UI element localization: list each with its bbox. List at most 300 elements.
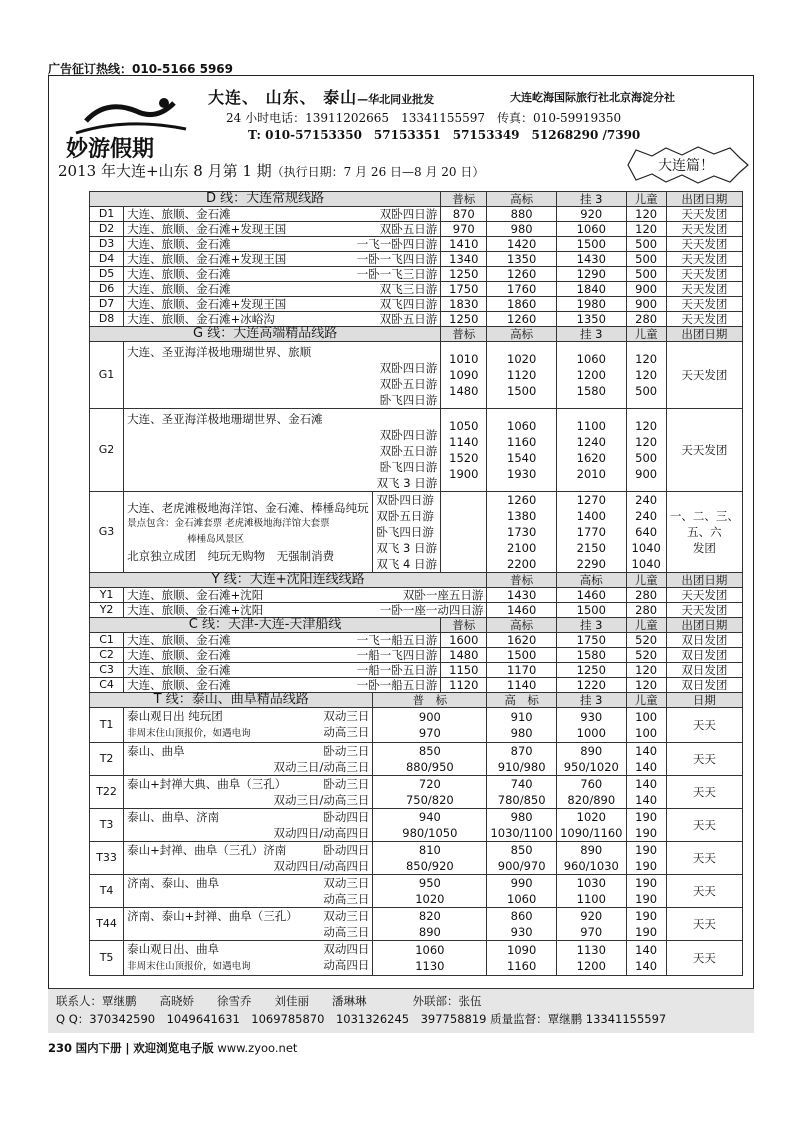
line-code: D3 (98, 237, 115, 250)
trip-type: 双飞 3 日游 (376, 541, 437, 555)
table-cell (487, 207, 557, 222)
price-g3: 960/1030 (563, 859, 619, 873)
table-cell (666, 409, 742, 492)
price-p: 1380 (507, 509, 537, 523)
price-c: 190 (635, 810, 658, 824)
table-row (90, 678, 743, 693)
table-cell (90, 648, 124, 663)
route-name: 大连、旅顺、金石滩+发现王国 (127, 297, 287, 311)
table-row (90, 708, 743, 743)
note: 非周末住山顶报价，如遇电询 (127, 961, 251, 972)
depart-date: 双日发团 (681, 678, 728, 692)
table-row (90, 282, 743, 297)
table-cell (90, 282, 124, 297)
price-g: 980 (510, 810, 533, 824)
price-c: 280 (635, 588, 658, 602)
price-g: 910/980 (497, 760, 546, 774)
route-name: 泰山观日出 纯玩团 (127, 709, 223, 723)
table-cell (556, 603, 626, 618)
issue-title-text: 2013 年大连+山东 8 月第 1 期 (58, 162, 272, 180)
depart-date: 天天发团 (681, 252, 728, 266)
table-cell (487, 588, 557, 603)
table-cell (556, 618, 626, 633)
price-c: 900 (635, 297, 658, 311)
price-c: 100 (635, 726, 658, 740)
trip-type: 一船一飞四日游 (356, 648, 438, 662)
ad-hotline: 广告征订热线：010-5166 5969 (48, 62, 234, 76)
table-cell (487, 842, 557, 875)
price-g3: 1100 (576, 419, 606, 433)
table-cell (124, 342, 441, 409)
phone-line: 24 小时电话：13911202665 13341155597 传真：010-59919350 (226, 111, 622, 125)
depart-date: 天天 (692, 851, 716, 865)
price-g3: 950/1020 (563, 760, 619, 774)
price-g: 1620 (507, 633, 537, 647)
table-cell (487, 809, 557, 842)
table-cell (487, 222, 557, 237)
table-cell (666, 743, 742, 776)
table-cell (373, 941, 487, 976)
price-c: 1040 (631, 557, 661, 571)
price-g3: 1030 (576, 876, 606, 890)
table-cell (487, 708, 557, 743)
table-cell (556, 282, 626, 297)
table-cell (124, 776, 373, 809)
price-p: 1010 (449, 352, 479, 366)
table-cell (124, 207, 441, 222)
table-cell (666, 842, 742, 875)
price-p: 980/1050 (402, 826, 458, 840)
table-cell (556, 875, 626, 908)
table-cell (487, 409, 557, 492)
col-header (556, 192, 626, 207)
depart-date: 天天发团 (681, 443, 728, 457)
table-cell (124, 603, 487, 618)
price-p: 940 (418, 810, 441, 824)
table-cell (626, 573, 666, 588)
price-g3: 1250 (576, 663, 606, 677)
table-cell (556, 252, 626, 267)
price-g: 1260 (507, 312, 537, 326)
price-g3: 1980 (576, 297, 606, 311)
logo-text: 妙游假期 (66, 137, 155, 162)
trip-type: 双卧五日游 (379, 222, 438, 236)
trip-type: 一卧一座一动四日游 (379, 603, 484, 617)
line-code: D4 (98, 252, 115, 265)
table-cell (626, 648, 666, 663)
badge-text: 大连篇！ (658, 158, 714, 174)
price-g3: 970 (580, 925, 603, 939)
route-name: 济南、泰山+封禅、曲阜（三孔） (127, 909, 298, 923)
table-cell (124, 743, 373, 776)
trip-type: 一船一卧五日游 (356, 663, 438, 677)
table-cell (90, 312, 124, 327)
price-g: 1400 (576, 509, 606, 523)
price-g3: 1580 (576, 648, 606, 662)
trip-type: 双飞四日游 (379, 297, 438, 311)
route-name: 大连、旅顺、金石滩+发现王国 (127, 222, 287, 236)
table-cell (666, 633, 742, 648)
table-cell (556, 708, 626, 743)
table-cell (373, 492, 441, 573)
line-code: T3 (99, 818, 114, 831)
trip-type: 双卧四日游 (376, 493, 434, 507)
table-cell (487, 875, 557, 908)
price-c: 280 (635, 603, 658, 617)
table-cell (626, 409, 666, 492)
table-cell (626, 842, 666, 875)
depart-date: 天天发团 (681, 237, 728, 251)
col-header-child: 儿童 (634, 618, 658, 632)
route-name: 大连、圣亚海洋极地珊瑚世界、旅顺 (127, 345, 312, 359)
table-cell (487, 312, 557, 327)
trip-type: 动高三日 (323, 892, 370, 906)
page-footer (48, 1040, 297, 1056)
depart-date: 天天发团 (681, 603, 728, 617)
section-c-header (90, 618, 441, 633)
table-row (90, 312, 743, 327)
price-g: 1500 (507, 384, 537, 398)
price-p: 880/950 (405, 760, 454, 774)
col-header-depart: 出团日期 (681, 573, 728, 587)
table-cell (626, 492, 666, 573)
table-cell (441, 312, 487, 327)
table-cell (556, 327, 626, 342)
route-name: 济南、泰山、曲阜 (127, 876, 220, 890)
table-cell (441, 409, 487, 492)
depart-date: 一、二、三、 (669, 509, 739, 523)
price-g3: 1200 (576, 368, 606, 382)
table-cell (90, 776, 124, 809)
trip-type: 双动四日/动高四日 (273, 826, 370, 840)
table-cell (666, 207, 742, 222)
trip-type: 一卧一船五日游 (356, 678, 438, 692)
table-cell (90, 875, 124, 908)
table-cell (666, 809, 742, 842)
table-cell (666, 252, 742, 267)
line-code: Y1 (99, 588, 114, 601)
table-row (90, 588, 743, 603)
price-p: 750/820 (405, 793, 454, 807)
depart-date: 天天 (692, 917, 716, 931)
section-d-header (90, 192, 441, 207)
trip-type: 一卧一飞四日游 (356, 252, 438, 266)
table-cell (626, 693, 666, 708)
site-link[interactable]: www.zyoo.net (217, 1041, 298, 1055)
trip-type: 双卧五日游 (379, 312, 438, 326)
contact-footer (48, 988, 754, 1033)
table-cell (124, 875, 373, 908)
price-g: 980 (510, 222, 533, 236)
col-header (441, 192, 487, 207)
price-p: 1410 (449, 237, 479, 251)
trip-type: 卧动三日 (323, 744, 370, 758)
price-g: 1020 (507, 352, 537, 366)
table-cell (90, 409, 124, 492)
price-g: 1930 (507, 467, 537, 481)
table-row (90, 207, 743, 222)
company-name: 大连屹海国际旅行社北京海淀分社 (510, 91, 675, 104)
price-p: 870 (452, 207, 475, 221)
price-c: 140 (635, 744, 658, 758)
table-row (90, 743, 743, 776)
table-row (90, 875, 743, 908)
price-table (89, 191, 743, 976)
price-c: 100 (635, 710, 658, 724)
price-c: 190 (635, 909, 658, 923)
route-name: 大连、旅顺、金石滩 (127, 237, 231, 251)
trip-type: 卧飞四日游 (379, 460, 438, 474)
col-header-date: 日期 (692, 693, 716, 707)
price-c: 120 (635, 678, 658, 692)
depart-date: 天天发团 (681, 282, 728, 296)
table-cell (556, 207, 626, 222)
table-cell (556, 648, 626, 663)
price-p: 1150 (449, 663, 479, 677)
price-g: 1060 (507, 419, 537, 433)
table-cell (441, 282, 487, 297)
table-cell (487, 573, 557, 588)
price-p: 1520 (449, 451, 479, 465)
section-title: C 线：天津-大连-天津船线 (188, 617, 342, 632)
price-g: 850 (510, 843, 533, 857)
table-row (90, 633, 743, 648)
price-g: 1160 (507, 435, 537, 449)
table-cell (441, 663, 487, 678)
section-title: G 线：大连高端精品线路 (192, 326, 338, 341)
table-row (90, 192, 743, 207)
price-g3: 1220 (576, 678, 606, 692)
depart-date: 天天发团 (681, 207, 728, 221)
table-cell (666, 776, 742, 809)
line-code: D5 (98, 267, 115, 280)
table-cell (90, 267, 124, 282)
price-c: 140 (635, 943, 658, 957)
price-p: 1830 (449, 297, 479, 311)
table-row (90, 327, 743, 342)
trip-type: 双卧四日游 (379, 361, 438, 375)
trip-type: 动高四日 (323, 958, 370, 972)
depart-date: 双日发团 (681, 663, 728, 677)
table-cell (90, 633, 124, 648)
price-c: 500 (635, 252, 658, 266)
price-p: 1430 (507, 588, 537, 602)
price-c: 520 (635, 648, 658, 662)
price-c: 140 (635, 959, 658, 973)
price-p: 720 (418, 777, 441, 791)
table-cell (626, 297, 666, 312)
col-header-depart: 出团日期 (681, 327, 728, 341)
depart-date: 双日发团 (681, 633, 728, 647)
table-cell (90, 297, 124, 312)
route-name: 大连、旅顺、金石滩 (127, 207, 231, 221)
price-p: 1130 (415, 959, 445, 973)
tel-line: T: 010-57153350 57153351 57153349 51268290 /7390 (248, 128, 641, 142)
table-cell (124, 409, 441, 492)
separator: | (125, 1041, 130, 1055)
price-c: 190 (635, 843, 658, 857)
route-name: 泰山、曲阜、济南 (127, 810, 220, 824)
price-c: 240 (635, 493, 658, 507)
depart-date: 天天 (692, 951, 716, 965)
trip-type: 双卧四日游 (379, 428, 438, 442)
header-subtitle: —华北同业批发 (357, 93, 435, 106)
col-header-child: 儿童 (634, 192, 658, 206)
table-row (90, 618, 743, 633)
price-g: 860 (510, 909, 533, 923)
price-c: 120 (635, 435, 658, 449)
depart-date: 双日发团 (681, 648, 728, 662)
price-g: 740 (510, 777, 533, 791)
price-g: 910 (510, 710, 533, 724)
price-p: 1050 (449, 419, 479, 433)
price-c: 120 (635, 207, 658, 221)
table-cell (556, 312, 626, 327)
col-header-gaobiao: 高标 (510, 192, 534, 206)
table-cell (124, 237, 441, 252)
table-cell (666, 708, 742, 743)
table-cell (441, 327, 487, 342)
table-cell (626, 222, 666, 237)
table-cell (124, 312, 441, 327)
price-g3: 1200 (576, 959, 606, 973)
table-cell (666, 237, 742, 252)
table-cell (626, 708, 666, 743)
price-g3: 1350 (576, 312, 606, 326)
price-g3: 760 (580, 777, 603, 791)
table-cell (441, 342, 487, 409)
table-cell (90, 743, 124, 776)
price-g: 1030/1100 (490, 826, 553, 840)
table-cell (556, 908, 626, 941)
price-p: 2100 (507, 541, 537, 555)
depart-date: 天天 (692, 818, 716, 832)
table-cell (124, 648, 441, 663)
table-cell (441, 207, 487, 222)
route-name: 泰山、曲阜 (127, 744, 185, 758)
table-cell (666, 648, 742, 663)
trip-type: 卧动四日 (323, 810, 370, 824)
table-cell (666, 297, 742, 312)
table-cell (626, 678, 666, 693)
table-cell (124, 809, 373, 842)
table-cell (556, 222, 626, 237)
table-row (90, 908, 743, 941)
col-header-gaobiao: 高标 (510, 618, 534, 632)
table-cell (626, 941, 666, 976)
price-p: 1480 (449, 648, 479, 662)
line-code: T2 (99, 752, 114, 765)
table-cell (90, 809, 124, 842)
price-g3: 920 (580, 207, 603, 221)
trip-type: 动高三日 (323, 925, 370, 939)
route-name: 泰山+封禅大典、曲阜（三孔） (127, 777, 287, 791)
table-cell (626, 663, 666, 678)
section-title: Y 线：大连+沈阳连线线路 (211, 572, 365, 587)
route-name: 大连、旅顺、金石滩 (127, 267, 231, 281)
table-cell (487, 693, 557, 708)
price-g3: 1290 (576, 267, 606, 281)
line-code: T22 (96, 785, 117, 798)
table-cell (666, 312, 742, 327)
table-row (90, 573, 743, 588)
contacts-line: 联系人：覃继鹏 高晓娇 徐雪乔 刘佳丽 潘琳琳 外联部：张伍 (56, 994, 482, 1008)
table-cell (487, 267, 557, 282)
route-name: 泰山+封禅、曲阜（三孔）济南 (127, 843, 287, 857)
price-p: 1090 (449, 368, 479, 382)
trip-type: 双动四日/动高四日 (273, 859, 370, 873)
section-name: 国内下册 (75, 1041, 122, 1055)
depart-date: 五、六 (687, 525, 722, 539)
price-g3: 1130 (576, 943, 606, 957)
col-header-child: 儿童 (634, 327, 658, 341)
table-cell (666, 342, 742, 409)
table-row (90, 409, 743, 492)
table-cell (626, 809, 666, 842)
table-cell (124, 842, 373, 875)
price-g3: 1240 (576, 435, 606, 449)
line-code: C3 (99, 663, 114, 676)
route-name: 大连、旅顺、金石滩 (127, 648, 231, 662)
line-code: T44 (96, 917, 117, 930)
table-cell (90, 492, 124, 573)
section-t-header (90, 693, 373, 708)
price-c: 280 (635, 312, 658, 326)
route-name: 大连、老虎滩极地海洋馆、金石滩、棒棰岛纯玩 (127, 501, 369, 515)
table-cell (626, 267, 666, 282)
table-cell (124, 267, 441, 282)
table-cell (626, 342, 666, 409)
price-g3: 2010 (576, 467, 606, 481)
table-row (90, 342, 743, 409)
qq-line: Q Q：370342590 1049641631 1069785870 1031326245 397758819 质量监督：覃继鹏 13341155597 (56, 1012, 667, 1026)
table-row (90, 252, 743, 267)
trip-type: 卧飞四日游 (379, 393, 438, 407)
price-p: 1460 (507, 603, 537, 617)
table-cell (487, 282, 557, 297)
table-cell (556, 588, 626, 603)
route-name: 大连、旅顺、金石滩 (127, 282, 231, 296)
line-code: T5 (99, 951, 114, 964)
price-g: 1260 (507, 267, 537, 281)
table-cell (441, 222, 487, 237)
price-p: 810 (418, 843, 441, 857)
line-code: T4 (99, 884, 114, 897)
line-code: D6 (98, 282, 115, 295)
price-g3: 1020 (576, 810, 606, 824)
table-cell (626, 908, 666, 941)
col-header (626, 192, 666, 207)
trip-type: 双动三日 (323, 876, 370, 890)
trip-type: 一飞一船五日游 (356, 633, 438, 647)
section-y-header (90, 573, 487, 588)
price-p: 970 (452, 222, 475, 236)
table-row (90, 297, 743, 312)
table-cell (556, 941, 626, 976)
header-title (208, 85, 434, 108)
price-g3: 1060 (576, 352, 606, 366)
price-c: 190 (635, 892, 658, 906)
price-g3: 1060 (576, 222, 606, 236)
col-header-gaobiao: 高标 (579, 573, 603, 587)
table-row (90, 941, 743, 976)
table-cell (441, 237, 487, 252)
table-cell (626, 588, 666, 603)
table-row (90, 237, 743, 252)
price-p: 1600 (449, 633, 479, 647)
price-p: 890 (418, 925, 441, 939)
table-cell (666, 941, 742, 976)
